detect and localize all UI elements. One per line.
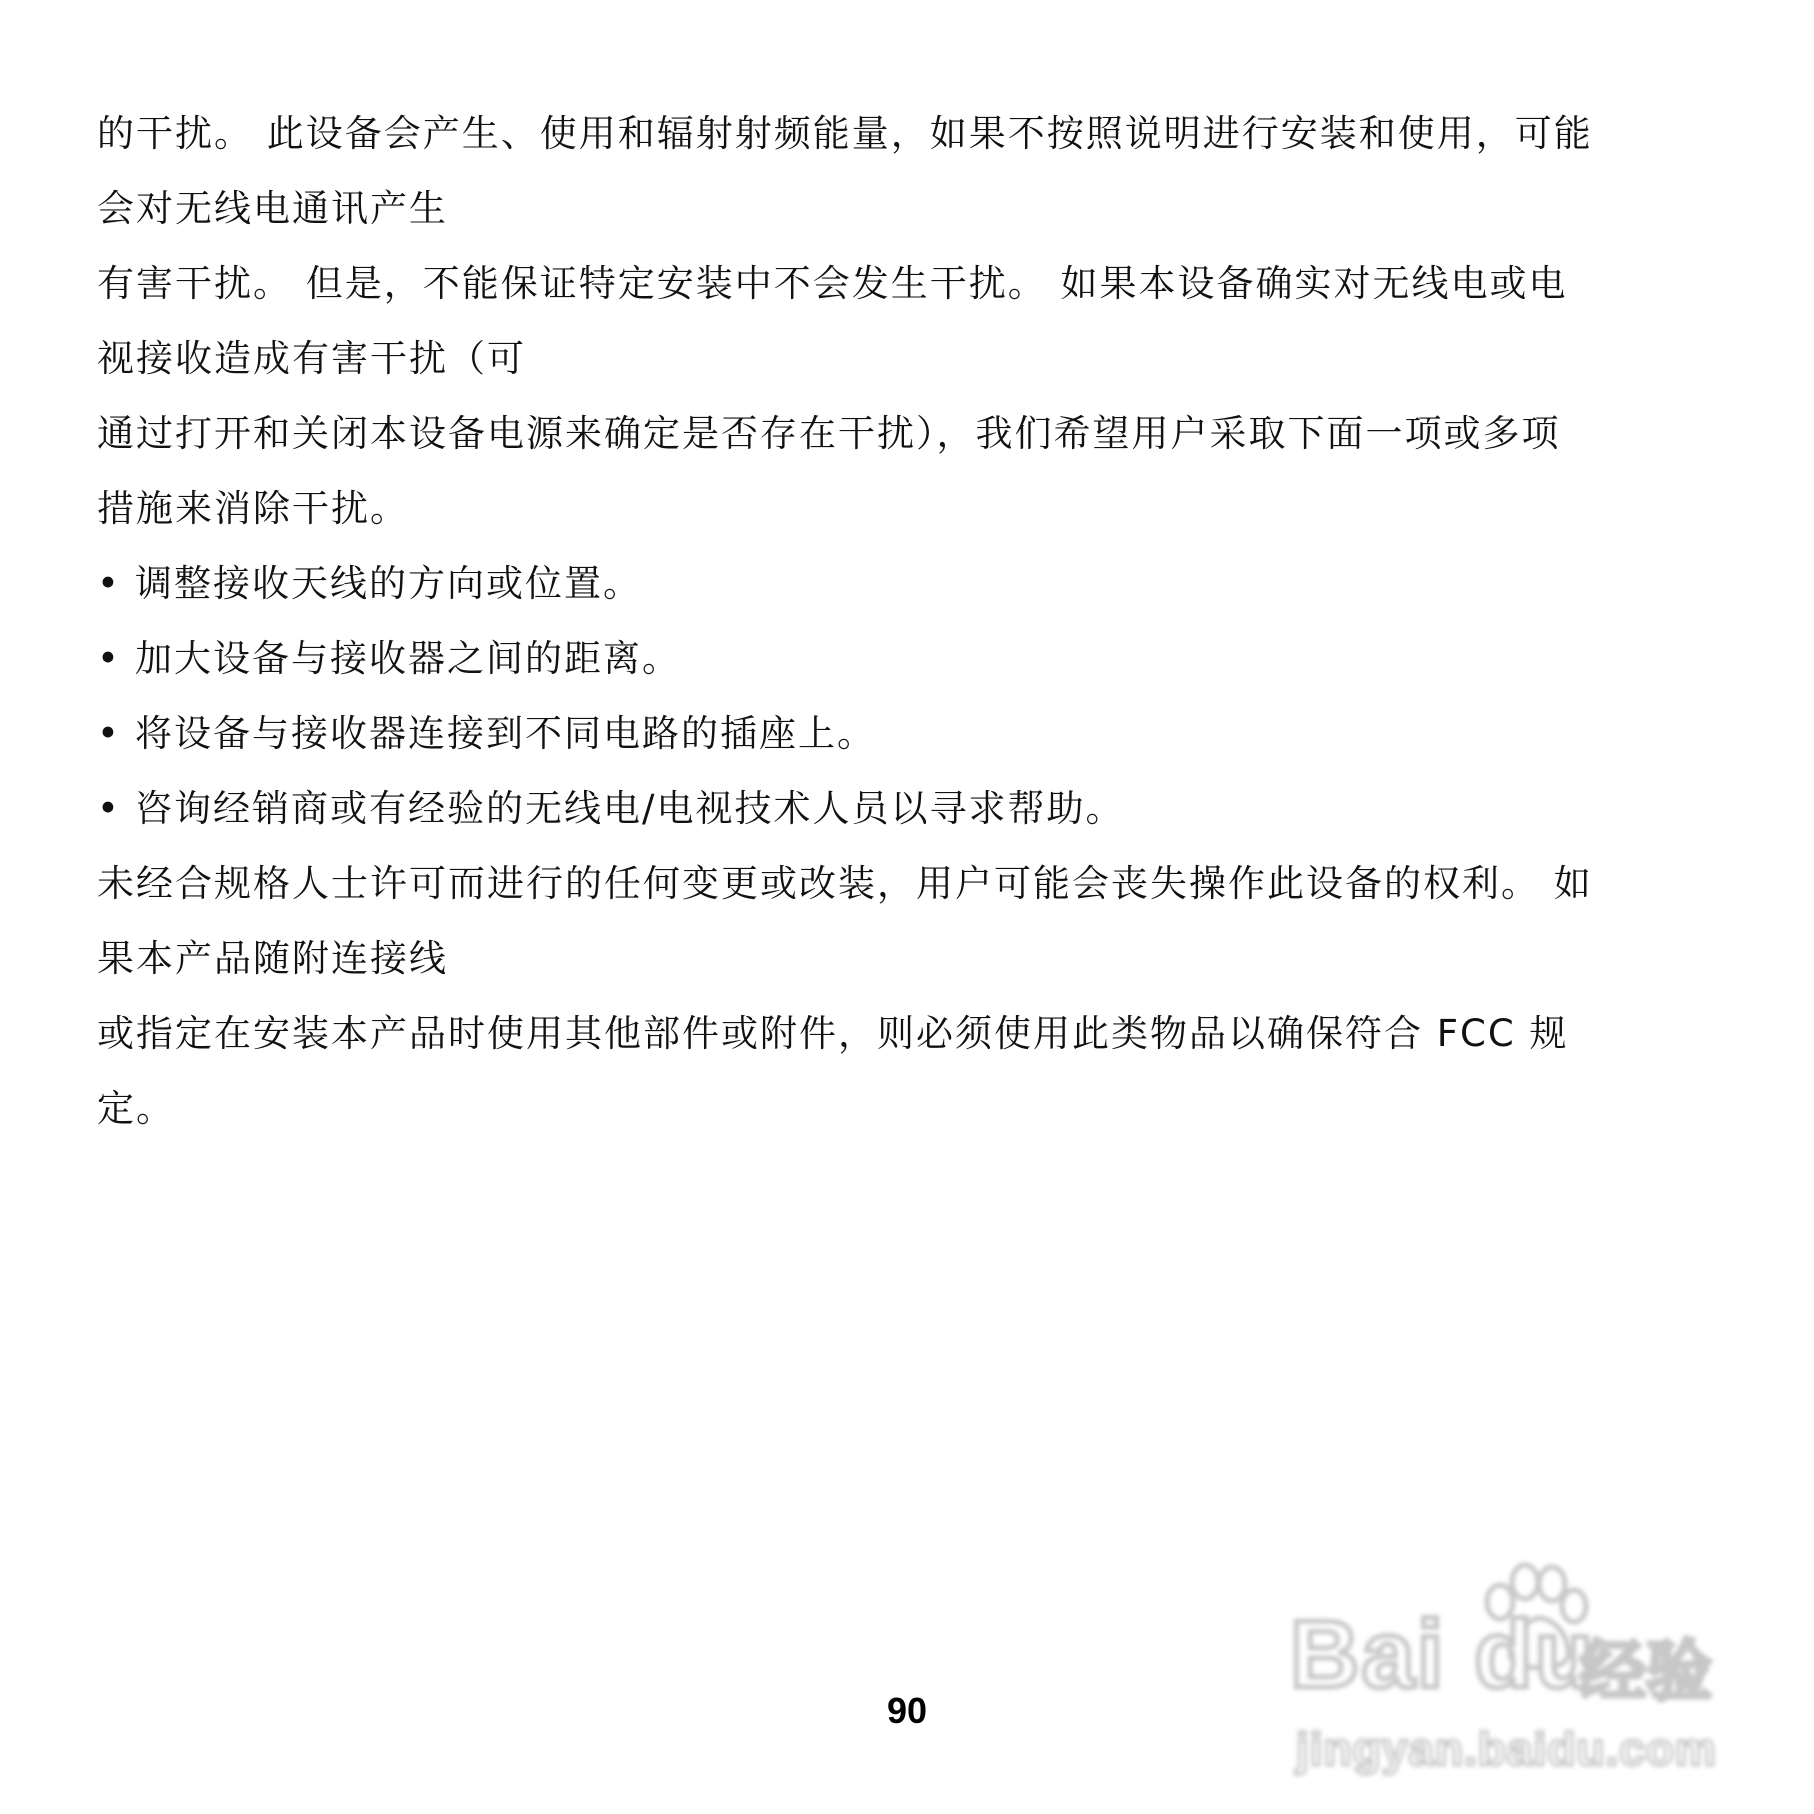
body-line-5: 通过打开和关闭本设备电源来确定是否存在干扰），我们希望用户采取下面一项或多项 — [97, 412, 1561, 455]
bullet-text: 将设备与接收器连接到不同电路的插座上。 — [135, 712, 876, 755]
bullet-item-1 — [97, 546, 1737, 621]
baidu-jingyan-watermark — [1290, 1560, 1730, 1780]
page-number: 90 — [886, 1690, 928, 1731]
watermark-url: jingyan.baidu.com — [1296, 1723, 1717, 1775]
bullet-text: 咨询经销商或有经验的无线电/电视技术人员以寻求帮助。 — [135, 787, 1125, 830]
bullet-text: 调整接收天线的方向或位置。 — [135, 562, 642, 605]
body-line-3: 有害干扰。 但是，不能保证特定安装中不会发生干扰。 如果本设备确实对无线电或电 — [97, 262, 1568, 305]
document-body — [97, 96, 1737, 1146]
bullet-symbol: • — [97, 712, 121, 755]
closing-line-1: 未经合规格人士许可而进行的任何变更或改装，用户可能会丧失操作此设备的权利。 如 — [97, 862, 1593, 905]
bullet-text: 加大设备与接收器之间的距离。 — [135, 637, 681, 680]
body-line-6: 措施来消除干扰。 — [97, 487, 409, 530]
bullet-symbol: • — [97, 562, 121, 605]
body-line-1: 的干扰。 此设备会产生、使用和辐射射频能量，如果不按照说明进行安装和使用，可能 — [97, 112, 1593, 155]
bullet-item-3 — [97, 696, 1737, 771]
bullet-item-4 — [97, 771, 1737, 846]
closing-line-3: 或指定在安装本产品时使用其他部件或附件，则必须使用此类物品以确保符合 FCC 规 — [97, 1012, 1569, 1055]
bullet-symbol: • — [97, 637, 121, 680]
watermark-product: 经验 — [1580, 1633, 1712, 1710]
bullet-symbol: • — [97, 787, 121, 830]
bullet-item-2 — [97, 621, 1737, 696]
body-line-2: 会对无线电通讯产生 — [97, 187, 448, 230]
closing-line-4: 定。 — [97, 1087, 175, 1130]
closing-line-2: 果本产品随附连接线 — [97, 937, 448, 980]
body-line-4: 视接收造成有害干扰（可 — [97, 337, 526, 380]
watermark-brand: Bai du — [1290, 1601, 1596, 1708]
